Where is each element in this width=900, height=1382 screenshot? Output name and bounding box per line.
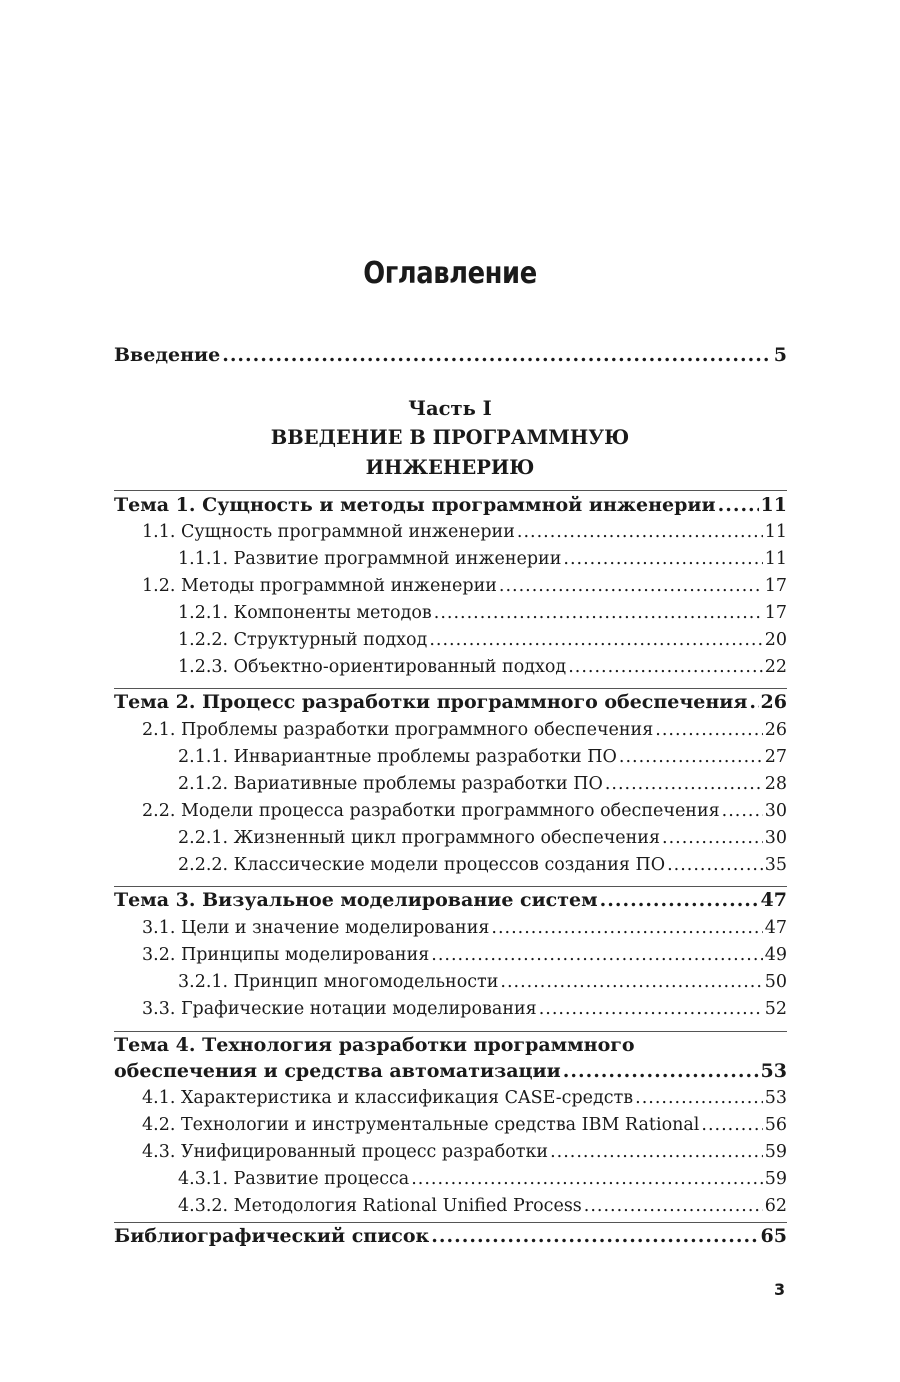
toc-leader <box>222 344 772 366</box>
toc-page: 26 <box>760 691 787 713</box>
toc-page: 52 <box>764 999 787 1019</box>
toc-entry-2-2[interactable] <box>114 801 787 821</box>
toc-label: 3.1. Цели и значение моделирования <box>142 918 490 938</box>
divider <box>114 886 787 887</box>
toc-page: 22 <box>764 657 787 677</box>
toc-entry-2-2-1[interactable] <box>114 828 787 848</box>
toc-page: 30 <box>764 828 787 848</box>
toc-label: 1.2.3. Объектно-ориентированный подход <box>178 657 567 677</box>
toc-leader <box>499 576 763 596</box>
toc-page: 53 <box>764 1088 787 1108</box>
toc-label: 2.1.2. Вариативные проблемы разработки ПО <box>178 774 603 794</box>
toc-entry-4-2[interactable] <box>114 1115 787 1135</box>
toc-leader <box>722 801 763 821</box>
toc-label: 2.2.2. Классические модели процессов создания ПО <box>178 855 666 875</box>
part-title-line2: ИНЖЕНЕРИЮ <box>365 456 535 479</box>
toc-entry-intro[interactable] <box>114 344 787 366</box>
toc-label: 2.2. Модели процесса разработки программного обеспечения <box>142 801 720 821</box>
toc-page: 27 <box>764 747 787 767</box>
toc-label: 3.2.1. Принцип многомодельности <box>178 972 499 992</box>
part-title-line1: ВВЕДЕНИЕ В ПРОГРАММНУЮ <box>270 426 630 449</box>
toc-leader <box>749 691 758 713</box>
toc-label: 3.2. Принципы моделирования <box>142 945 430 965</box>
toc-page: 5 <box>773 344 787 366</box>
toc-entry-1-2-3[interactable] <box>114 657 787 677</box>
divider <box>114 688 787 689</box>
toc-page: 56 <box>764 1115 787 1135</box>
toc-entry-2-1-2[interactable] <box>114 774 787 794</box>
page-title: Оглавление <box>363 256 537 291</box>
toc-page: 49 <box>764 945 787 965</box>
toc-page: 59 <box>764 1142 787 1162</box>
toc-label: 1.1.1. Развитие программной инженерии <box>178 549 562 569</box>
toc-page: 17 <box>764 576 787 596</box>
toc-entry-4-1[interactable] <box>114 1088 787 1108</box>
toc-label: 2.2.1. Жизненный цикл программного обеспечения <box>178 828 661 848</box>
toc-page: 20 <box>764 630 787 650</box>
toc-label: 1.2.1. Компоненты методов <box>178 603 432 623</box>
toc-page: 65 <box>760 1225 787 1247</box>
toc-entry-3-3[interactable] <box>114 999 787 1019</box>
part-number: Часть I <box>408 397 492 420</box>
toc-entry-topic4[interactable] <box>114 1060 787 1082</box>
toc-entry-3-2[interactable] <box>114 945 787 965</box>
toc-entry-1-1[interactable] <box>114 522 787 542</box>
toc-label: Тема 2. Процесс разработки программного обеспечения <box>114 691 748 713</box>
toc-page: 26 <box>764 720 787 740</box>
toc-entry-1-2[interactable] <box>114 576 787 596</box>
toc-leader <box>619 747 763 767</box>
toc-leader <box>431 1225 758 1247</box>
toc-page: 11 <box>764 549 787 569</box>
toc-leader <box>718 494 759 516</box>
toc-entry-2-1-1[interactable] <box>114 747 787 767</box>
toc-leader <box>635 1088 763 1108</box>
toc-leader <box>667 855 763 875</box>
toc-leader <box>434 603 763 623</box>
toc-entry-topic1[interactable] <box>114 494 787 516</box>
toc-leader <box>491 918 762 938</box>
toc-leader <box>605 774 763 794</box>
toc-label: 4.3.1. Развитие процесса <box>178 1169 410 1189</box>
toc-entry-1-2-1[interactable] <box>114 603 787 623</box>
toc-leader <box>500 972 762 992</box>
toc-page: 17 <box>764 603 787 623</box>
toc-entry-topic2[interactable] <box>114 691 787 713</box>
toc-leader <box>662 828 763 848</box>
toc-page: 62 <box>764 1196 787 1216</box>
toc-entry-2-2-2[interactable] <box>114 855 787 875</box>
toc-label: Тема 1. Сущность и методы программной инженерии <box>114 494 716 516</box>
toc-label: 4.2. Технологии и инструментальные средства IBM Rational <box>142 1115 700 1135</box>
toc-leader <box>584 1196 763 1216</box>
toc-page: 50 <box>764 972 787 992</box>
toc-leader <box>517 522 763 542</box>
toc-page: 47 <box>764 918 787 938</box>
toc-entry-2-1[interactable] <box>114 720 787 740</box>
divider <box>114 490 787 491</box>
toc-label: 3.3. Графические нотации моделирования <box>142 999 537 1019</box>
toc-label: 1.2.2. Структурный подход <box>178 630 428 650</box>
toc-entry-4-3-1[interactable] <box>114 1169 787 1189</box>
toc-label: 4.3.2. Методология Rational Unified Process <box>178 1196 582 1216</box>
divider <box>114 1031 787 1032</box>
toc-leader <box>701 1115 762 1135</box>
toc-entry-3-2-1[interactable] <box>114 972 787 992</box>
toc-entry-bibliography[interactable] <box>114 1225 787 1247</box>
toc-page: 47 <box>760 889 787 911</box>
toc-entry-topic3[interactable] <box>114 889 787 911</box>
toc-label: обеспечения и средства автоматизации <box>114 1060 561 1082</box>
toc-leader <box>411 1169 762 1189</box>
toc-label: 2.1. Проблемы разработки программного обеспечения <box>142 720 654 740</box>
toc-label: 4.1. Характеристика и классификация CASE-средств <box>142 1088 634 1108</box>
toc-label: 4.3. Унифицированный процесс разработки <box>142 1142 549 1162</box>
toc-entry-1-2-2[interactable] <box>114 630 787 650</box>
toc-page: 35 <box>764 855 787 875</box>
toc-entry-4-3[interactable] <box>114 1142 787 1162</box>
toc-label: 1.2. Методы программной инженерии <box>142 576 497 596</box>
toc-label: Введение <box>114 344 221 366</box>
toc-leader <box>429 630 762 650</box>
toc-entry-topic4-line1[interactable]: Тема 4. Технология разработки программного <box>114 1034 635 1056</box>
toc-leader <box>600 889 759 911</box>
toc-entry-1-1-1[interactable] <box>114 549 787 569</box>
toc-leader <box>563 1060 759 1082</box>
toc-page: 11 <box>760 494 787 516</box>
toc-label: Тема 3. Визуальное моделирование систем <box>114 889 598 911</box>
toc-page: 28 <box>764 774 787 794</box>
toc-entry-4-3-2[interactable] <box>114 1196 787 1216</box>
toc-entry-3-1[interactable] <box>114 918 787 938</box>
toc-page: 11 <box>764 522 787 542</box>
page-number: 3 <box>774 1280 786 1299</box>
toc-leader <box>655 720 762 740</box>
toc-leader <box>568 657 763 677</box>
toc-leader <box>539 999 763 1019</box>
toc-leader <box>563 549 762 569</box>
toc-page: 59 <box>764 1169 787 1189</box>
toc-page: 30 <box>764 801 787 821</box>
divider <box>114 1222 787 1223</box>
toc-leader <box>550 1142 763 1162</box>
toc-label: 1.1. Сущность программной инженерии <box>142 522 515 542</box>
toc-page: 53 <box>760 1060 787 1082</box>
toc-leader <box>431 945 762 965</box>
toc-label: Библиографический список <box>114 1225 430 1247</box>
toc-label: 2.1.1. Инвариантные проблемы разработки ПО <box>178 747 617 767</box>
